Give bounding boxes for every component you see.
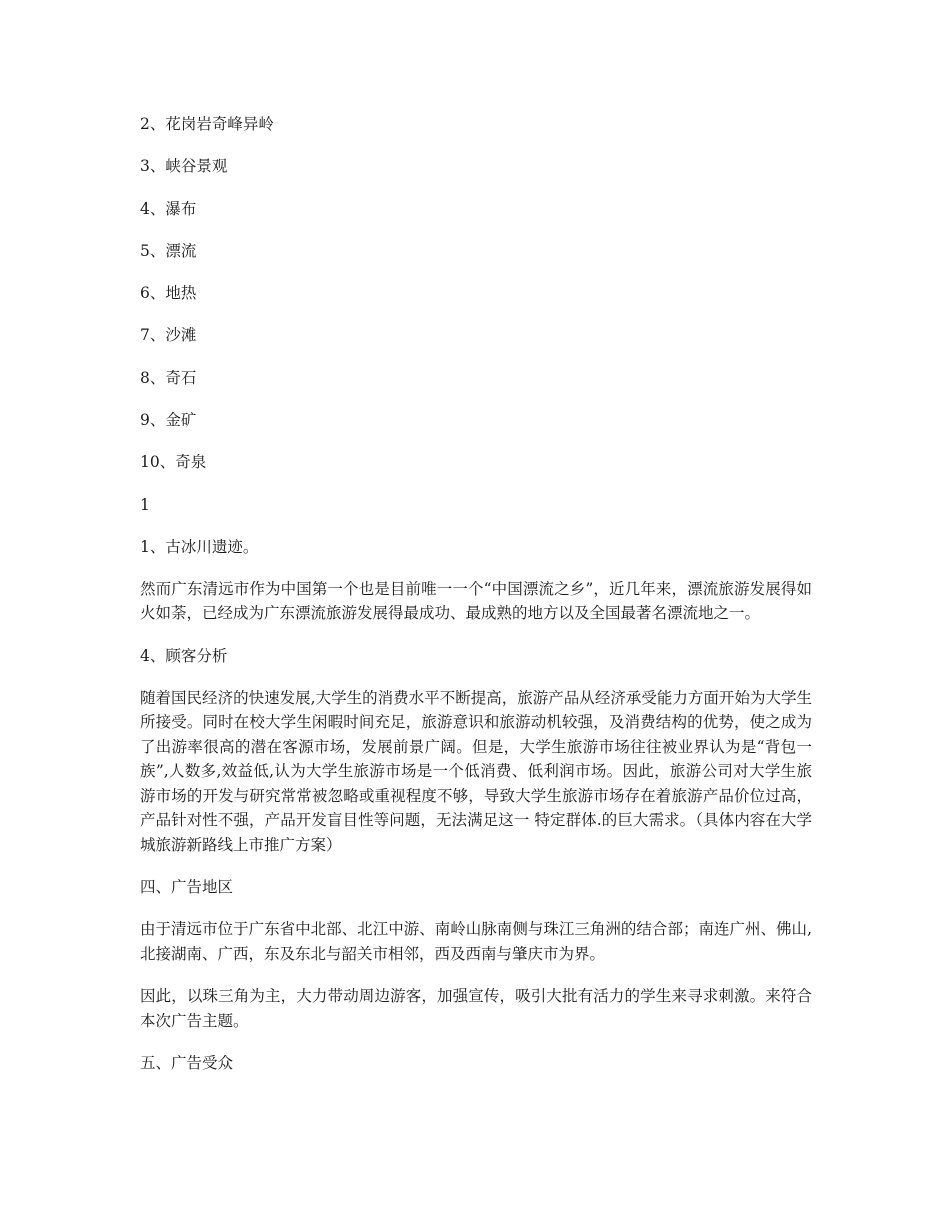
paragraph-ad-region-location: 由于清远市位于广东省中北部、北江中游、南岭山脉南侧与珠江三角洲的结合部；南连广州、佛山,北接湖南、广西，东及东北与韶关市相邻，西及西南与肇庆市为界。	[140, 920, 812, 963]
paragraph-ad-region-strategy: 因此，以珠三角为主，大力带动周边游客，加强宣传，吸引大批有活力的学生来寻求刺激。来符合本次广告主题。	[140, 987, 812, 1030]
list-item: 3、峡谷景观	[140, 157, 228, 176]
section-heading-glacier: 1、古冰川遗迹。	[140, 537, 259, 556]
list-item: 4、瀑布	[140, 199, 197, 218]
list-item: 2、花岗岩奇峰异岭	[140, 115, 274, 133]
section-heading-customer-analysis: 4、顾客分析	[140, 646, 228, 665]
paragraph-qingyuan: 然而广东清远市作为中国第一个也是目前唯一一个“中国漂流之乡”，近几年来，漂流旅游发展得如火如荼，已经成为广东漂流旅游发展得最成功、最成熟的地方以及全国最著名漂流地之一。	[140, 579, 812, 623]
section-heading-ad-region: 四、广告地区	[140, 878, 234, 897]
list-item: 8、奇石	[140, 368, 197, 387]
list-item: 6、地热	[140, 284, 197, 303]
document-body	[140, 112, 812, 1093]
list-item: 7、沙滩	[140, 326, 197, 345]
section-heading-ad-audience: 五、广告受众	[140, 1054, 234, 1073]
paragraph-customer-analysis: 随着国民经济的快速发展,大学生的消费水平不断提高，旅游产品从经济承受能力方面开始为大学生所接受。同时在校大学生闲暇时间充足，旅游意识和旅游动机较强，及消费结构的优势，使之成为了出游率很高的潜在客源市场，发展前景广阔。但是，大学生旅游市场往往被业界认为是“背包一族”,人数多,效益低,认为大学生旅游市场是一个低消费、低利润市场。因此，旅游公司对大学生旅游市场的开发与研究常常被忽略或重视程度不够，导致大学生旅游市场存在着旅游产品价位过高，产品针对性不强，产品开发盲目性等问题，无法满足这一 特定群体.的巨大需求。（具体内容在大学城旅游新路线上市推广方案）	[140, 688, 812, 854]
list-item: 1	[140, 495, 150, 514]
list-item: 9、金矿	[140, 411, 197, 430]
list-item: 5、漂流	[140, 241, 197, 260]
list-item: 10、奇泉	[140, 453, 207, 472]
